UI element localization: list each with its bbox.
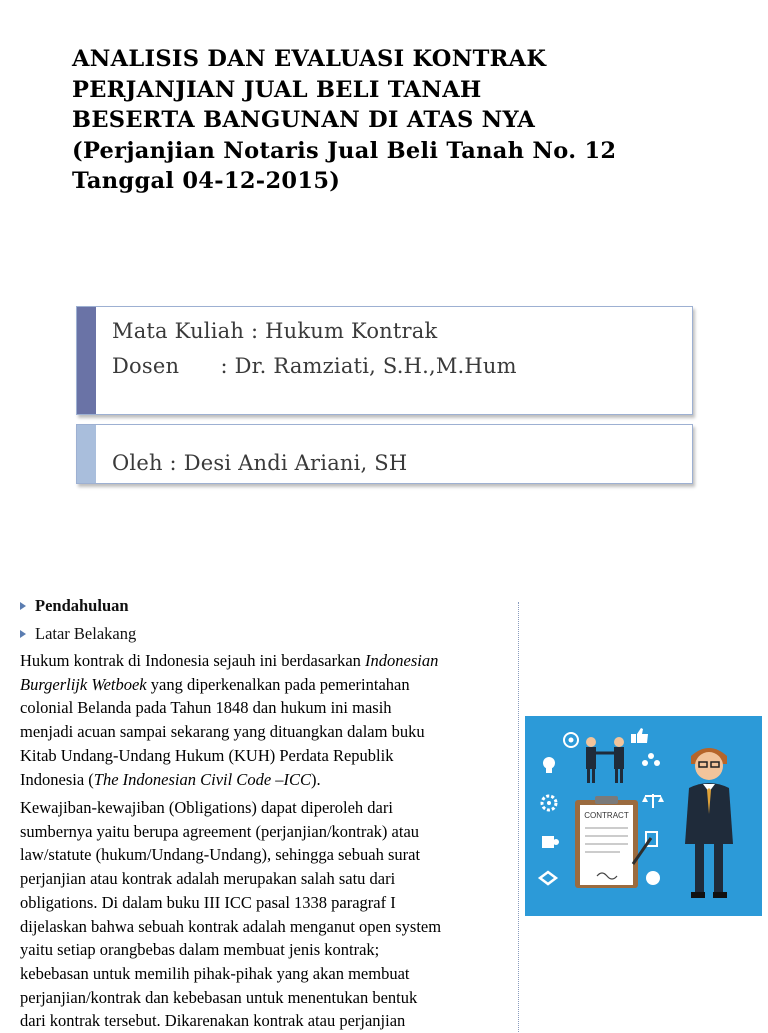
bullet-item: [20, 596, 129, 616]
text: Indonesia (: [20, 769, 94, 789]
text: dari kontrak tersebut. Dikarenakan kontrak atau perjanjian: [20, 1011, 406, 1031]
italic-text: Indonesian: [365, 651, 439, 670]
italic-text: Burgerlijk Wetboek: [20, 674, 147, 694]
slide-introduction: [0, 588, 768, 1031]
text: Hukum kontrak di Indonesia sejauh ini berdasarkan: [20, 651, 366, 670]
bullet-subheading: Latar Belakang: [35, 624, 137, 643]
contract-illustration-svg: [525, 716, 762, 916]
title-line: PERJANJIAN JUAL BELI TANAH: [72, 76, 482, 103]
text: Kewajiban-kewajiban (Obligations) dapat diperoleh dari: [20, 798, 393, 817]
italic-text: The Indonesian Civil Code –ICC: [93, 769, 312, 789]
document-title: [72, 44, 672, 197]
lecturer-line: Dosen : Dr. Ramziati, S.H.,M.Hum: [112, 354, 517, 378]
accent-bar: [77, 425, 96, 483]
bullet-icon: [20, 602, 26, 610]
contract-illustration: [525, 716, 762, 916]
author-box: [76, 424, 693, 484]
column-divider: [518, 602, 519, 1032]
text: menjadi acuan sampai sekarang yang dituangkan dalam buku: [20, 722, 425, 742]
course-info-box: [76, 306, 693, 415]
chat-icon: [646, 871, 660, 885]
text: Kitab Undang-Undang Hukum (KUH) Perdata Republik: [20, 745, 394, 765]
text: law/statute (hukum/Undang-Undang), sehingga sebuah surat: [20, 845, 421, 865]
text: dijelaskan bahwa sebuah kontrak adalah menganut open system: [20, 916, 442, 936]
text: colonial Belanda pada Tahun 1848 dan hukum ini masih: [20, 698, 392, 718]
text: sumbernya yaitu berupa agreement (perjanjian/kontrak) atau: [20, 821, 420, 841]
paragraph-2: [20, 796, 540, 1033]
paragraph-1: [20, 649, 540, 791]
title-line: Tanggal 04-12-2015): [72, 168, 341, 194]
text: yaitu setiap orangbebas dalam membuat jenis kontrak;: [20, 940, 380, 960]
bullet-heading: Pendahuluan: [35, 596, 129, 615]
text: ).: [311, 769, 321, 789]
text: obligations. Di dalam buku III ICC pasal 1338 paragraf I: [20, 892, 396, 912]
clipboard-icon: [575, 796, 638, 888]
bullet-icon: [20, 630, 26, 638]
text: perjanjian atau kontrak adalah merupakan salah satu dari: [20, 869, 396, 889]
title-line: ANALISIS DAN EVALUASI KONTRAK: [72, 46, 547, 72]
text: yang diperkenalkan pada pemerintahan: [146, 674, 410, 694]
text: perjanjian/kontrak dan kebebasan untuk menentukan bentuk: [20, 987, 418, 1007]
author-line: Oleh : Desi Andi Ariani, SH: [112, 451, 408, 475]
course-line: Mata Kuliah : Hukum Kontrak: [112, 319, 438, 343]
bullet-item: [20, 624, 136, 644]
text: kebebasan untuk memilih pihak-pihak yang akan membuat: [20, 963, 410, 983]
title-line: BESERTA BANGUNAN DI ATAS NYA: [72, 107, 536, 133]
title-line: (Perjanjian Notaris Jual Beli Tanah No. 12: [72, 137, 617, 164]
accent-bar: [77, 307, 96, 414]
clipboard-label: CONTRACT: [584, 811, 629, 820]
